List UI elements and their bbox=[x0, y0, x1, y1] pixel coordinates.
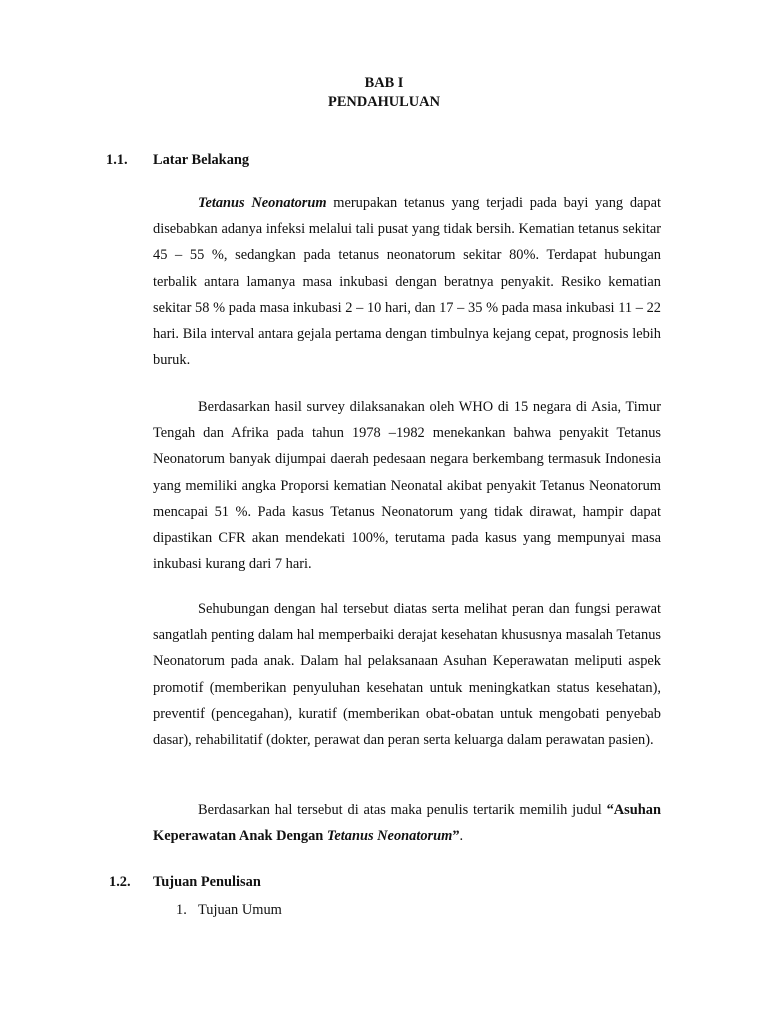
paragraph-4 bbox=[153, 797, 661, 849]
section-number: 1.2. bbox=[109, 874, 131, 890]
paragraph-4-period: . bbox=[459, 828, 464, 845]
chapter-heading bbox=[0, 74, 768, 112]
section-heading-1-2 bbox=[109, 872, 409, 892]
section-heading-1-1 bbox=[106, 150, 406, 170]
paragraph-3-text: Sehubungan dengan hal tersebut diatas serta melihat peran dan fungsi perawat sangatlah penting dalam hal memperbaiki derajat kesehatan khususnya masalah Tetanus Neonatorum pada anak. Dalam hal pelaksanaan Asuhan Keperawatan meliputi aspek promotif (memberikan penyuluhan kesehatan untuk meningkatkan status kesehatan), preventif (pencegahan), kuratif (memberikan obat-obatan untuk mengobati penyebab dasar), rehabilitatif (dokter, perawat dan peran serta keluarga dalam perawatan pasien). bbox=[153, 601, 661, 749]
section-title: Latar Belakang bbox=[153, 152, 250, 168]
paragraph-2-text: Berdasarkan hasil survey dilaksanakan oleh WHO di 15 negara di Asia, Timur Tengah dan Afrika pada tahun 1978 –1982 menekankan bahwa penyakit Tetanus Neonatorum banyak dijumpai daerah pedesaan negara berkembang termasuk Indonesia yang memiliki angka Proporsi kematian Neonatal akibat penyakit Tetanus Neonatorum mencapai 51 %. Pada kasus Tetanus Neonatorum yang tidak dirawat, hampir dapat dipastikan CFR akan mendekati 100%, terutama pada kasus yang mempunyai masa inkubasi kurang dari 7 hari. bbox=[153, 399, 661, 573]
paragraph-4-text: Berdasarkan hal tersebut di atas maka penulis tertarik memilih judul bbox=[198, 802, 607, 818]
chapter-title: PENDAHULUAN bbox=[328, 94, 440, 110]
section-title: Tujuan Penulisan bbox=[153, 874, 261, 890]
paragraph-2 bbox=[153, 394, 661, 577]
italic-term: Tetanus Neonatorum bbox=[198, 195, 327, 211]
list-item-tujuan-umum bbox=[176, 900, 282, 920]
section-number: 1.1. bbox=[106, 152, 128, 168]
paragraph-1-text: merupakan tetanus yang terjadi pada bayi yang dapat disebabkan adanya infeksi melalui tali pusat yang tidak bersih. Kematian tetanus sekitar 45 – 55 %, sedangkan pada tetanus neonatorum sekitar 80%. Terdapat hubungan terbalik antara lamanya masa inkubasi dengan beratnya penyakit. Resiko kematian sekitar 58 % pada masa inkubasi 2 – 10 hari, dan 17 – 35 % pada masa inkubasi 11 – 22 hari. Bila interval antara gejala pertama dengan timbulnya kejang cepat, prognosis lebih buruk. bbox=[153, 195, 661, 369]
list-item-number: 1. bbox=[176, 902, 187, 918]
paragraph-1 bbox=[153, 190, 661, 373]
paragraph-3 bbox=[153, 596, 661, 753]
title-quote: “Asuhan Keperawatan Anak Dengan Tetanus Neonatorum” bbox=[153, 802, 661, 845]
chapter-number: BAB I bbox=[364, 75, 404, 91]
list-item-label: Tujuan Umum bbox=[198, 902, 282, 918]
